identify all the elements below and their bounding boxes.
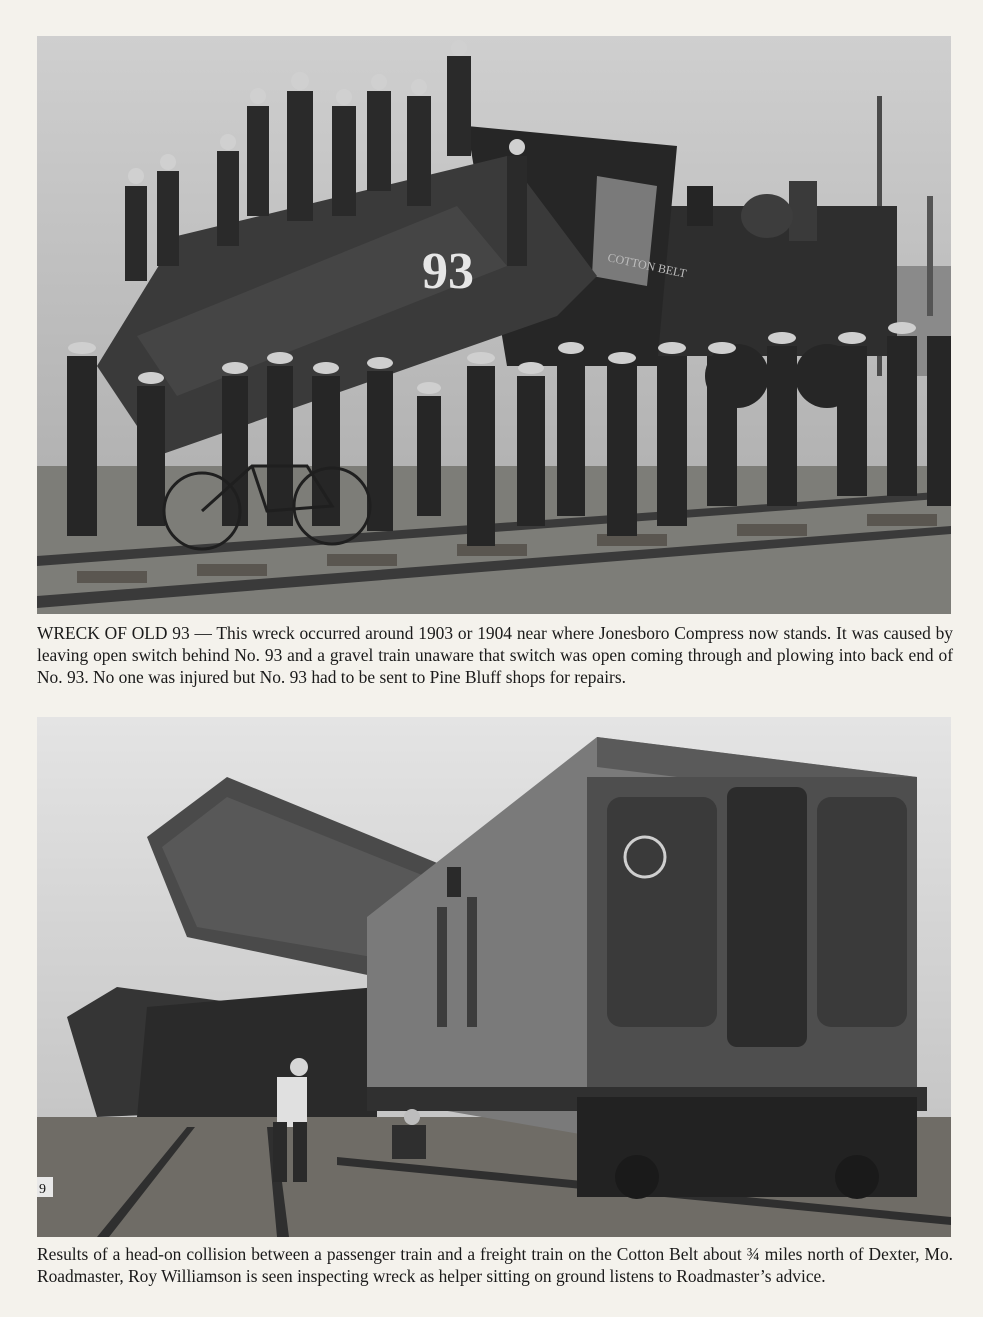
collision-photo-illustration (37, 717, 951, 1237)
locomotive-number: 93 (422, 243, 474, 300)
caption-heading: WRECK OF OLD 93 (37, 623, 190, 643)
wreck-of-old-93-photo (37, 36, 951, 614)
caption-body: — This wreck occurred around 1903 or 1904 near where Jonesboro Compress now stands. It was caused by leaving open switch behind No. 93 and a gravel train unaware that switch was open coming through and plowing into back end of No. 93. No one was injured but No. 93 had to be sent to Pine Bluff shops for repairs. (37, 623, 953, 687)
wreck-of-old-93-caption (37, 622, 953, 688)
wreck-photo-illustration (37, 36, 951, 614)
tender-lettering: COTTON BELT (606, 250, 688, 281)
head-on-collision-caption: Results of a head-on collision between a passenger train and a freight train on the Cotton Belt about ¾ miles north of Dexter, Mo. Roadmaster, Roy Williamson is seen inspecting wreck as helper sitting on ground listens to Roadmaster’s advice. (37, 1244, 953, 1286)
head-on-collision-photo (37, 717, 951, 1237)
track-marker: 9 (39, 1182, 46, 1197)
